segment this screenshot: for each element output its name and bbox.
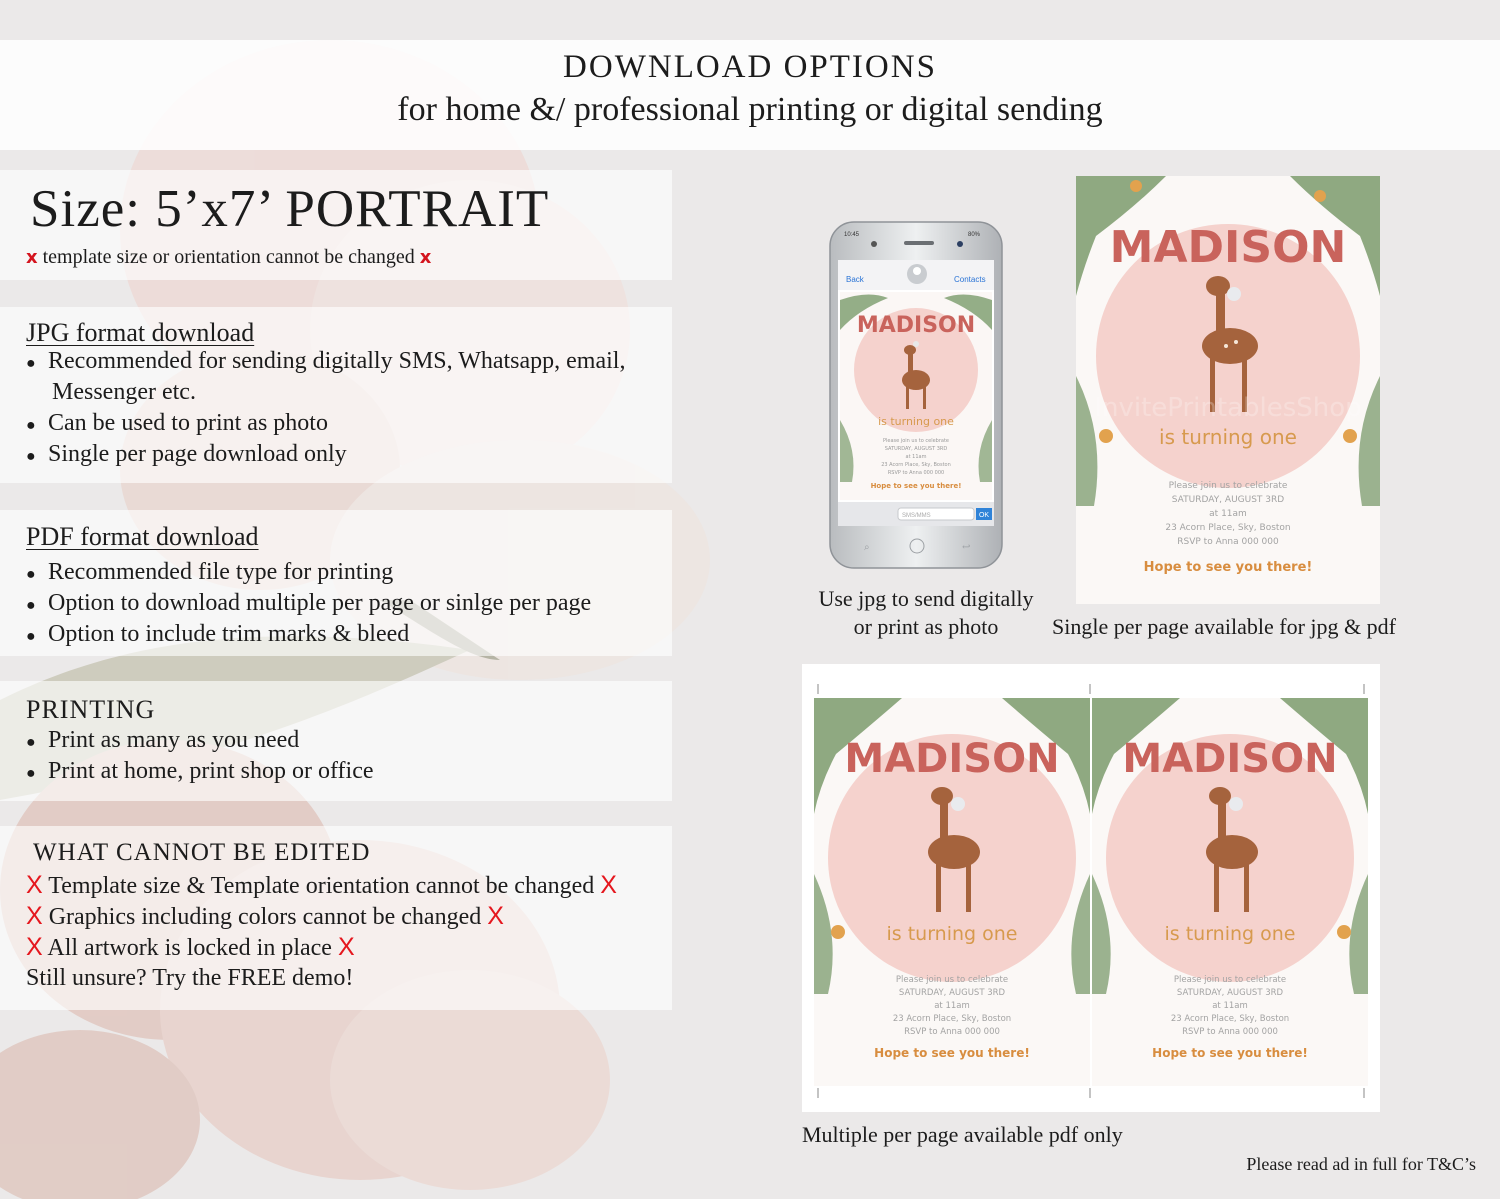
watermark-text: InvitePrintablesShop	[1094, 393, 1362, 423]
cannot-edit-heading: WHAT CANNOT BE EDITED	[33, 839, 371, 866]
single-caption: Single per page available for jpg & pdf	[1052, 614, 1396, 639]
search-icon: ⌕	[864, 542, 870, 553]
svg-text:SATURDAY, AUGUST 3RD: SATURDAY, AUGUST 3RD	[1176, 988, 1284, 998]
svg-text:SATURDAY, AUGUST 3RD: SATURDAY, AUGUST 3RD	[884, 446, 948, 452]
svg-text:MADISON: MADISON	[844, 736, 1060, 782]
phone-invite-tagline: is turning one	[878, 415, 954, 428]
size-title: Size: 5’x7’ PORTRAIT	[30, 180, 550, 238]
svg-text:OK: OK	[978, 512, 990, 519]
jpg-heading: JPG format download	[26, 318, 255, 347]
svg-text:Please join us to celebrate: Please join us to celebrate	[882, 438, 950, 444]
back-icon: ↩	[962, 542, 971, 553]
size-note	[26, 242, 431, 273]
bullet-icon: ●	[26, 628, 36, 645]
pdf-heading: PDF format download	[26, 522, 259, 551]
phone-invitation-preview	[840, 292, 992, 500]
x-mark-icon: X	[600, 871, 617, 899]
sheet-invitation-left	[814, 698, 1090, 1086]
svg-text:SATURDAY, AUGUST 3RD: SATURDAY, AUGUST 3RD	[898, 988, 1006, 998]
svg-text:Hope to see you there!: Hope to see you there!	[1143, 560, 1313, 575]
back-link[interactable]: Back	[846, 275, 864, 284]
svg-text:23 Acorn Place, Sky, Boston: 23 Acorn Place, Sky, Boston	[1170, 1014, 1290, 1024]
svg-text:Hope to see you there!: Hope to see you there!	[874, 1046, 1030, 1060]
svg-text:is turning one: is turning one	[1164, 923, 1296, 945]
demo-line: Still unsure? Try the FREE demo!	[26, 965, 354, 991]
svg-text:at 11am: at 11am	[934, 1001, 970, 1011]
svg-text:at 11am: at 11am	[1212, 1001, 1248, 1011]
bullet-icon: ●	[26, 566, 36, 583]
bullet-icon: ●	[26, 355, 36, 372]
x-mark-icon: X	[337, 933, 355, 961]
list-item: ● Single per page download only	[26, 439, 347, 472]
jpg-panel	[0, 307, 672, 483]
list-item-continued: Messenger etc.	[52, 379, 196, 405]
page-subtitle: for home &/ professional printing or digital sending	[397, 91, 1103, 128]
list-item: ● Print at home, print shop or office	[26, 756, 374, 789]
bullet-icon: ●	[26, 417, 36, 434]
page-title: DOWNLOAD OPTIONS	[563, 49, 937, 85]
list-item: ● Print as many as you need	[26, 725, 299, 758]
svg-text:23 Acorn Place, Sky, Boston: 23 Acorn Place, Sky, Boston	[881, 462, 951, 468]
svg-text:23 Acorn Place, Sky, Boston: 23 Acorn Place, Sky, Boston	[1165, 523, 1291, 533]
bullet-icon: ●	[26, 448, 36, 465]
list-item: ● Option to include trim marks & bleed	[26, 619, 409, 652]
list-item: ● Recommended for sending digitally SMS, Whatsapp, email,	[26, 346, 625, 379]
x-mark-icon: X	[487, 902, 504, 930]
svg-text:Hope to see you there!: Hope to see you there!	[1152, 1046, 1308, 1060]
list-item: ● Can be used to print as photo	[26, 408, 328, 441]
phone-invite-name: MADISON	[856, 313, 976, 338]
svg-text:at 11am: at 11am	[905, 454, 927, 460]
printing-heading: PRINTING	[26, 695, 156, 724]
svg-text:SATURDAY, AUGUST 3RD: SATURDAY, AUGUST 3RD	[1171, 495, 1285, 505]
phone-mockup	[828, 220, 1004, 570]
svg-text:Hope to see you there!: Hope to see you there!	[870, 482, 962, 490]
svg-text:MADISON: MADISON	[1122, 736, 1338, 782]
svg-text:Please join us to celebrate: Please join us to celebrate	[1173, 975, 1287, 985]
status-battery: 80%	[968, 232, 981, 238]
camera-icon	[871, 241, 877, 247]
phone-caption: Use jpg to send digitally or print as photo	[818, 586, 1034, 639]
x-mark-icon: X	[26, 902, 43, 930]
multiple-caption: Multiple per page available pdf only	[802, 1122, 1123, 1147]
x-mark-icon: X	[26, 933, 43, 961]
cannot-edit-panel	[0, 826, 672, 1010]
x-mark-icon: X	[26, 871, 43, 899]
svg-text:is turning one: is turning one	[886, 923, 1018, 945]
svg-text:Please join us to celebrate: Please join us to celebrate	[895, 975, 1009, 985]
multiple-invitation-sheet	[802, 664, 1380, 1112]
list-item: ● Recommended file type for printing	[26, 557, 393, 590]
svg-text:RSVP to Anna 000 000: RSVP to Anna 000 000	[904, 1027, 1000, 1037]
svg-text:SMS/MMS: SMS/MMS	[902, 513, 931, 519]
pdf-panel	[0, 510, 672, 656]
invite-tagline: is turning one	[1159, 425, 1297, 449]
svg-text:RSVP to Anna 000 000: RSVP to Anna 000 000	[1177, 537, 1279, 547]
restriction-item: X Template size & Template orientation cannot be changed X	[26, 871, 617, 899]
size-panel	[0, 170, 672, 280]
svg-text:RSVP to Anna 000 000: RSVP to Anna 000 000	[1182, 1027, 1278, 1037]
svg-text:23 Acorn Place, Sky, Boston: 23 Acorn Place, Sky, Boston	[892, 1014, 1012, 1024]
footer-note: Please read ad in full for T&C’s	[1246, 1154, 1476, 1174]
list-item: ● Option to download multiple per page or sinlge per page	[26, 588, 591, 621]
speaker-grille	[904, 241, 934, 245]
svg-text:Please join us to celebrate: Please join us to celebrate	[1168, 481, 1288, 491]
size-note-text: template size or orientation cannot be changed	[42, 246, 415, 268]
invite-name: MADISON	[1109, 222, 1347, 273]
restriction-item: X All artwork is locked in place X	[26, 933, 355, 961]
x-mark-icon: x	[26, 247, 38, 268]
sheet-invitation-right	[1092, 698, 1368, 1086]
bullet-icon: ●	[26, 734, 36, 751]
x-mark-icon: x	[419, 247, 432, 268]
bullet-icon: ●	[26, 765, 36, 782]
svg-text:at 11am: at 11am	[1209, 509, 1247, 519]
printing-panel	[0, 681, 672, 801]
restriction-item: X Graphics including colors cannot be changed X	[26, 902, 504, 930]
contacts-link[interactable]: Contacts	[954, 275, 986, 284]
single-invitation-card	[1076, 176, 1380, 604]
svg-text:RSVP to Anna 000 000: RSVP to Anna 000 000	[887, 470, 945, 476]
status-time: 10:45	[844, 232, 860, 238]
bullet-icon: ●	[26, 597, 36, 614]
